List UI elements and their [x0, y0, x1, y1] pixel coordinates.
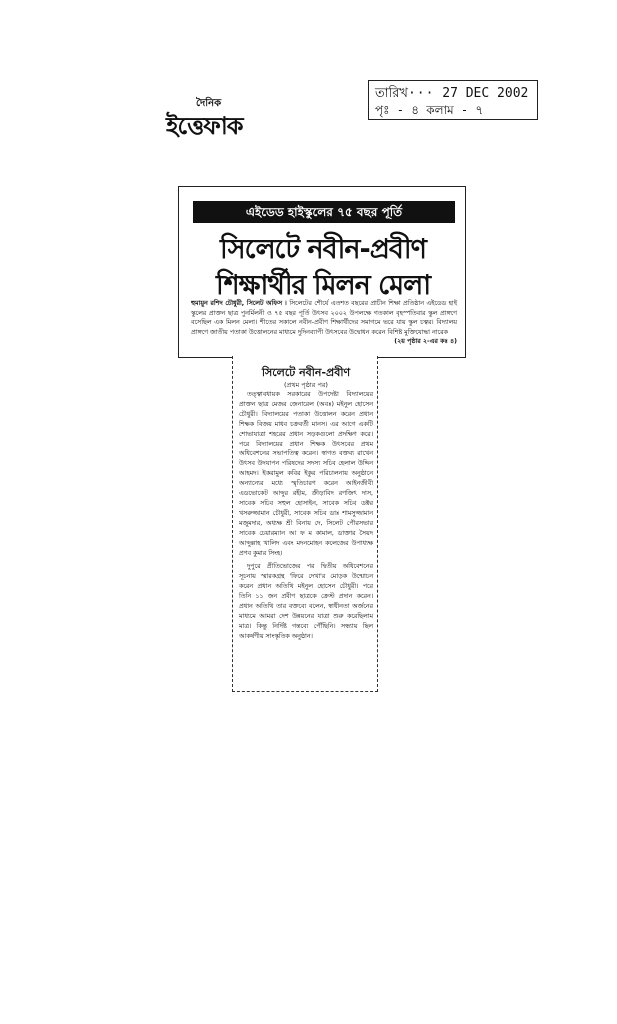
- stamp-date-line: তারিখ··· 27 DEC 2002: [375, 86, 529, 101]
- headline-line-1: সিলেটে নবীন-প্রবীণ: [220, 234, 426, 265]
- article-paragraph: দুপুরে প্রীতিভোজের পর দ্বিতীয় অধিবেশনের সূচনায় স্মারকগ্রন্থ 'ফিরে দেখা'র মোড়ক উন্মোচন করেন প্রধান অতিথি মইনুল হোসেন চৌধুরী। পরে তিনি ১১ জন প্রবীণ ছাত্রকে ক্রেস্ট প্রদান করেন। প্রধান অতিথি তার বক্তব্যে বলেন, স্বাধীনতা অর্জনের মাধ্যমে আমরা দেশ উন্নয়নের যাত্রা শুরু করেছিলাম মাত্র। কিন্তু নির্দিষ্ট গন্তব্যে পৌঁছিনি। সন্ধ্যায় ছিল আকর্ষণীয় সাংস্কৃতিক অনুষ্ঠান।: [239, 563, 373, 640]
- article-clipping-continuation: [232, 356, 378, 692]
- article-lede: [191, 299, 457, 347]
- article-clipping-top: [178, 186, 466, 358]
- date-stamp: [368, 80, 538, 120]
- stamp-page-column: পৃঃ - ৪ কলাম - ৭: [375, 103, 484, 117]
- continued-note: (২য় পৃষ্ঠার ২-এর কঃ ৪): [394, 338, 457, 346]
- stamp-date-value: 27 DEC 2002: [442, 86, 529, 101]
- continuation-headline: সিলেটে নবীন-প্রবীণ: [261, 366, 351, 379]
- lede-text: সিলেটের শৌর্যে এতশত বছরের প্রাচীন শিক্ষা প্রতিষ্ঠান এইডেড হাই স্কুলের প্রাক্তন ছাত্র পুনর্মিলনী ও ৭৫ বছর পূর্তি উৎসব ২০০২ উপলক্ষে গতকাল বৃহস্পতিবার স্কুল প্রাঙ্গণে বসেছিল এক মিলন মেলা। শীতের সকালে নবীন-প্রবীণ শিক্ষার্থীদের সমাগমে ভরে যায় স্কুল চত্বর। বিদ্যালয় প্রাঙ্গণে জাতীয় পতাকা উত্তোলনের মাধ্যমে দুদিনব্যাপী উৎসবের উদ্বোধন করেন বিশিষ্ট মুক্তিযোদ্ধা নারেক: [191, 300, 457, 336]
- article-kicker: এইডেড হাইস্কুলের ৭৫ বছর পূর্তি: [193, 201, 455, 223]
- continuation-from-note: (প্রথম পৃষ্ঠার পর): [284, 381, 328, 389]
- newspaper-masthead: [166, 96, 296, 144]
- article-paragraph: তত্ত্বাবধায়ক সরকারের উপদেষ্টা বিদ্যালয়ের প্রাক্তন ছাত্র মেজর জেনারেল (অবঃ) মইনুল হোসেন চৌধুরী। বিদ্যালয়ের পতাকা উত্তোলন করেন প্রধান শিক্ষক বিজয় মাধব চক্রবর্তী মানস। এর আগে একটি শোভাযাত্রা শহরের প্রধান সড়কগুলো প্রদক্ষিণ করে। পরে বিদ্যালয়ের প্রধান শিক্ষক উৎসবের প্রথম অধিবেশনের সভাপতিত্ব করেন। স্বাগত বক্তব্য রাখেন উৎসব উদযাপন পরিষদের সদস্য সচিব হেলাল উদ্দিন আহমদ। ইকরামুল কবির ইকুর পরিচালনায় অনুষ্ঠানে অন্যান্যের মধ্যে স্মৃতিচারণ করেন আইনজীবী এডভোকেট আব্দুর রহীম, ক্রীড়াবিদ রণজিৎ দাস, সাবেক সচিব সহুল হোসাইন, সাবেক সচিব ডক্টর খসরুজ্জামান চৌধুরী, সাবেক সচিব ডাঃ শামসুজ্জামান মজুমদার, অধ্যক্ষ শ্রী বিনায় দে, সিলেট পৌরসভার সাবেক চেয়ারম্যান আ ফ ম কামাল, ডাক্তার সৈয়দ আব্দুল্লাহ খালিদ এবং মদনমোহন কলেজের উপাধ্যক্ষ প্রণব কুমার সিংহ।: [239, 391, 373, 557]
- headline-line-2: শিক্ষার্থীর মিলন মেলা: [215, 270, 431, 301]
- masthead-name: ইত্তেফাক: [166, 112, 243, 140]
- article-byline: হুমায়ুন রশিদ চৌধুরী, সিলেট অফিস ।: [191, 300, 287, 307]
- stamp-date-label: তারিখ: [375, 86, 408, 101]
- masthead-daily-label: দৈনিক: [196, 98, 222, 109]
- article-body: [239, 390, 373, 642]
